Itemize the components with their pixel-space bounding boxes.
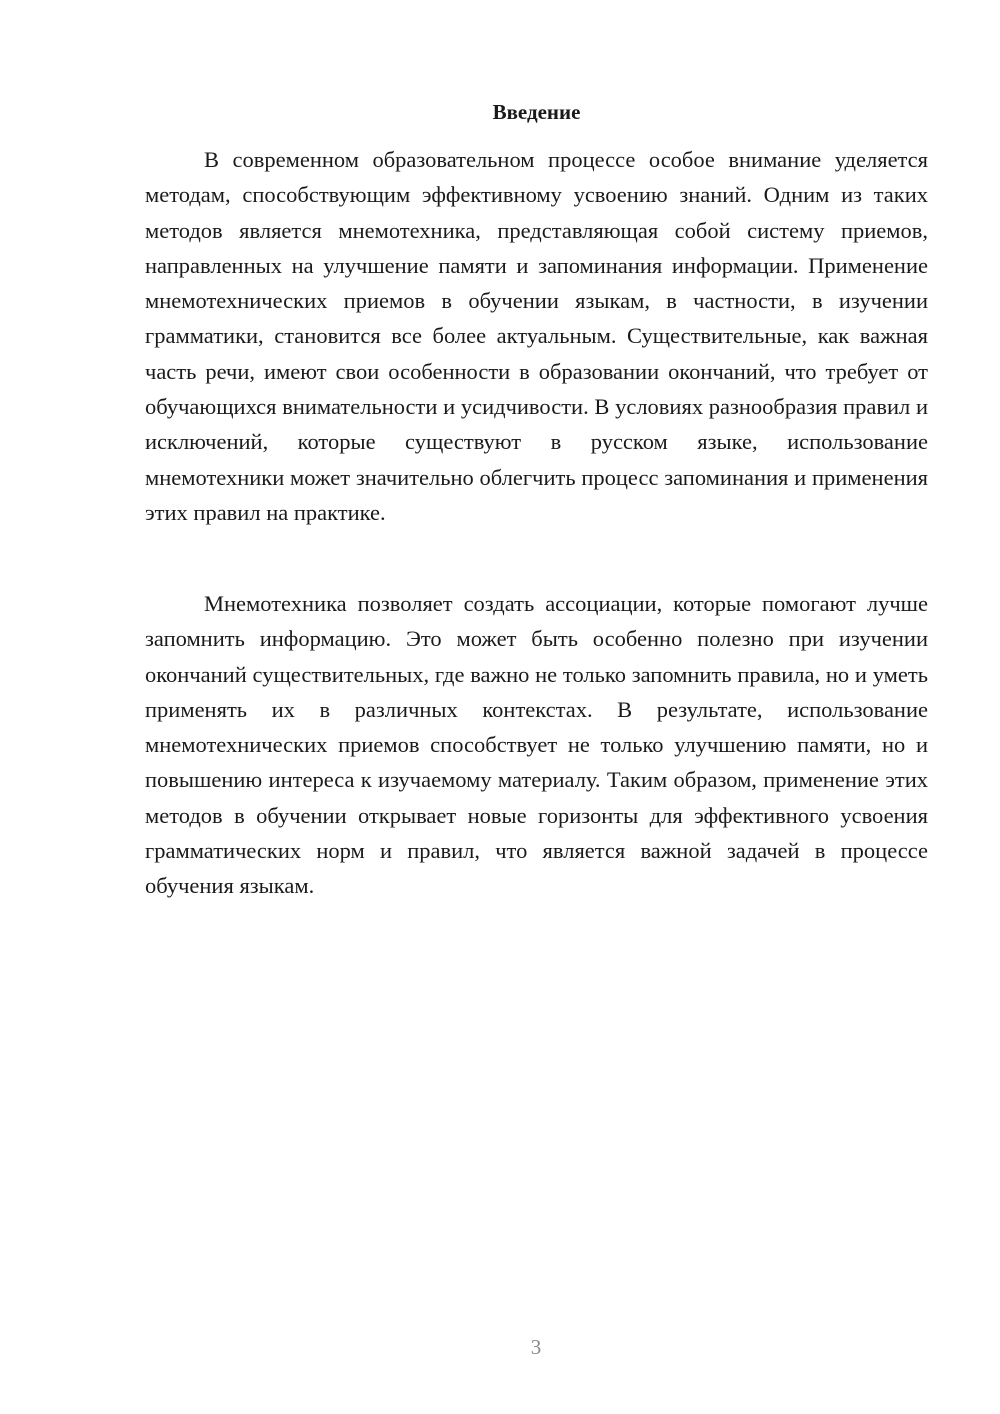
page-number: 3 (530, 1335, 542, 1359)
paragraph-introduction-1: В современном образовательном процессе особое внимание уделяется методам, способствующим эффективному усвоению знаний. Одним из таких методов является мнемотехника, представляющая собой систему приемов, направленных на улучшение памяти и запоминания информации. Применение мнемотехнических приемов в обучении языкам, в частности, в изучении грамматики, становится все более актуальным. Существительные, как важная часть речи, имеют свои особенности в образовании окончаний, что требует от обучающихся внимательности и усидчивости. В условиях разнообразия правил и исключений, которые существуют в русском языке, использование мнемотехники может значительно облегчить процесс запоминания и применения этих правил на практике. (145, 147, 928, 525)
paragraph-introduction-2: Мнемотехника позволяет создать ассоциации, которые помогают лучше запомнить информацию. Это может быть особенно полезно при изучении окончаний существительных, где важно не только запомнить правила, но и уметь применять их в различных контекстах. В результате, использование мнемотехнических приемов способствует не только улучшению памяти, но и повышению интереса к изучаемому материалу. Таким образом, применение этих методов в обучении открывает новые горизонты для эффективного усвоения грамматических норм и правил, что является важной задачей в процессе обучения языкам. (145, 591, 928, 899)
section-heading: Введение (492, 100, 581, 124)
